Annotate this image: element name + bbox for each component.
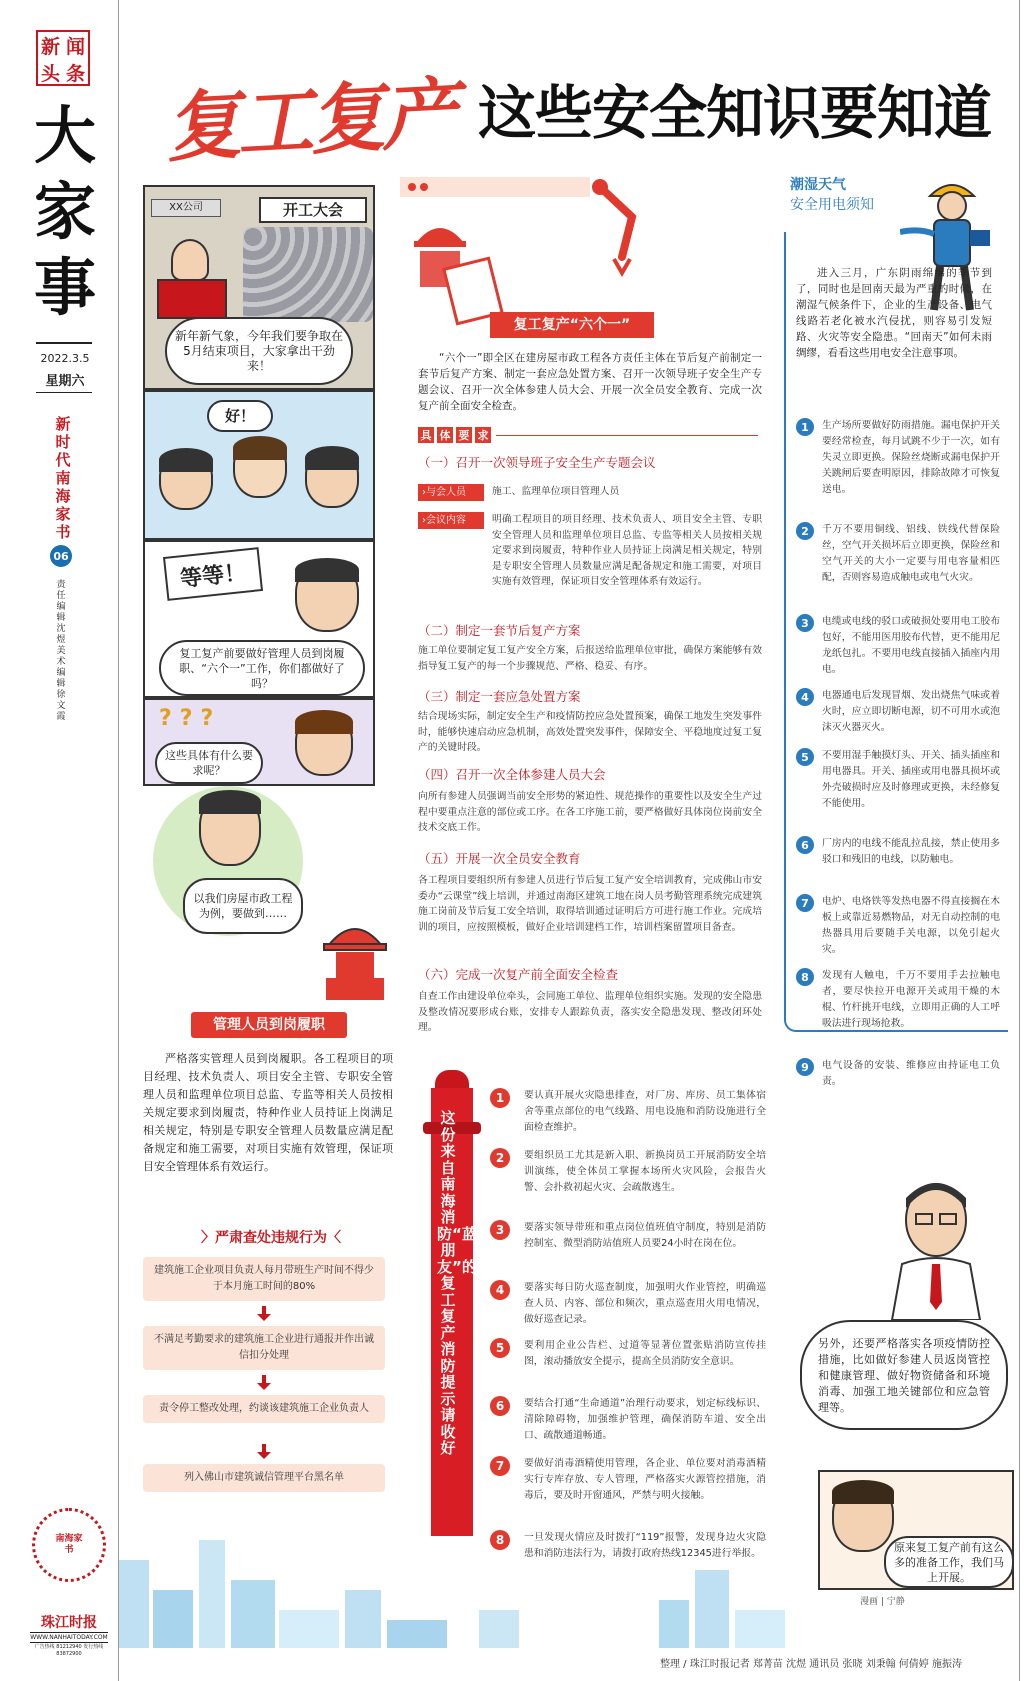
tag-label: ›与会人员 bbox=[418, 484, 484, 501]
tip-number: 1 bbox=[796, 418, 814, 436]
news-headline-badge: 新 闻 头 条 bbox=[36, 30, 90, 86]
electric-title: 潮湿天气 bbox=[790, 177, 846, 193]
tip-number: 2 bbox=[796, 522, 814, 540]
six-ones-title: 复工复产“六个一” bbox=[490, 312, 654, 338]
speech-bubble: 原来复工复产前有这么多的准备工作，我们马上开展。 bbox=[884, 1536, 1014, 1588]
requirement-title: （三）制定一套应急处置方案 bbox=[418, 689, 581, 704]
tip-text: 千万不要用铜线、铝线、铁线代替保险丝，空气开关损坏后立即更换，保险丝和空气开关的大小一定要与用电容量相匹配，否则容易造成触电或电气火灾。 bbox=[822, 524, 1000, 583]
worker-face-illustration bbox=[305, 448, 359, 508]
section-name: 新时代南海家书 bbox=[55, 415, 71, 541]
tip-text: 电炉、电烙铁等发热电器不得直接搁在木板上或靠近易燃物品，对无自动控制的电热器具用后要随手关电源，以免引起火灾。 bbox=[822, 896, 1000, 955]
requirement-text: 各工程项目要组织所有参建人员进行节后复工复产安全培训教育，完成佛山市安委办“云课堂”线上培训，并通过南海区建筑工地在岗人员考勤管理系统完成建筑施工岗前及节后复工安全培训，取得培训通过证明后方可进行施工作业。完成培训的项目，应按照模板，做好企业培训建档工作，培训档案留置项目备查。 bbox=[418, 875, 762, 933]
issue-weekday: 星期六 bbox=[45, 374, 85, 389]
tip-text: 要做好消毒酒精使用管理，各企业、单位要对消毒酒精实行专库存放、专人管理，严格落实火源管控措施，消毒后，要及时开窗通风，严禁与明火接触。 bbox=[524, 1458, 766, 1501]
requirement-text: 明确工程项目的项目经理、技术负责人、项目安全主管、专职安全管理人员和监理单位项目总监、专监等相关人员按相关规定要求到岗履责，特种作业人员持证上岗满足相关规定，特别是专职安全管理人员数量应满足配备规定和施工需要，对项目实施有效管理，保证项目安全管理体系有效运行。 bbox=[492, 514, 762, 587]
tip-text: 一旦发现火情应及时拨打“119”报警，发现身边火灾隐患和消防违法行为，请拨打政府热线12345进行举报。 bbox=[524, 1532, 766, 1559]
artist-credit: 漫画 | 宁静 bbox=[860, 1597, 905, 1607]
tip-text: 厂房内的电线不能乱拉乱接，禁止使用多驳口和残旧的电线，以防触电。 bbox=[822, 838, 1000, 865]
arrow-down-icon bbox=[257, 1375, 271, 1389]
city-skyline-illustration bbox=[119, 1520, 1019, 1648]
divider bbox=[36, 392, 92, 393]
tip-text: 发现有人触电，千万不要用手去拉触电者，要尽快拉开电源开关或用干燥的木棍、竹杆挑开电线，立即用正确的人工呼吸法进行现场抢救。 bbox=[822, 970, 1000, 1029]
tip-text: 电器通电后发现冒烟、发出烧焦气味或着火时，应立即切断电源，切不可用水或泡沫灭火器灭火。 bbox=[822, 690, 1000, 733]
tip-number: 6 bbox=[796, 836, 814, 854]
tip-number: 5 bbox=[490, 1338, 510, 1358]
podium-illustration bbox=[157, 279, 227, 319]
requirement-title: （二）制定一套节后复产方案 bbox=[418, 623, 581, 638]
tip-number: 5 bbox=[796, 748, 814, 766]
speaker-illustration bbox=[171, 239, 209, 281]
tip-number: 8 bbox=[490, 1530, 510, 1550]
speech-bubble: 这些具体有什么要求呢？ bbox=[155, 742, 263, 784]
requirement-text: 向所有参建人员强调当前安全形势的紧迫性、规范操作的重要性以及安全生产过程中要重点注意的部位或工序。在各工序施工前，要严格做好具体岗位岗前安全技术交底工作。 bbox=[418, 791, 762, 833]
divider bbox=[496, 435, 758, 436]
tip-text: 要落实领导带班和重点岗位值班值守制度，特别是消防控制室、微型消防站值班人员要24小时在岗在位。 bbox=[524, 1222, 766, 1249]
flow-step: 建筑施工企业项目负责人每月带班生产时间不得少于本月施工时间的80% bbox=[143, 1257, 385, 1301]
page-number: 06 bbox=[50, 545, 72, 567]
violation-title: 〉严肃查处违规行为〈 bbox=[201, 1230, 341, 1246]
speech-bubble: 复工复产前要做好管理人员到岗履职、“六个一”工作，你们都做好了吗？ bbox=[159, 640, 365, 696]
crowd-illustration bbox=[243, 227, 373, 322]
comic-panel-question bbox=[143, 698, 375, 786]
worker-face-illustration bbox=[233, 438, 287, 498]
tip-text: 电气设备的安装、维修应由持证电工负责。 bbox=[822, 1060, 1000, 1087]
paper-url[interactable]: WWW.NANHAITODAY.COM bbox=[30, 1634, 108, 1641]
headline-highlight: 复工复产 bbox=[163, 68, 456, 173]
credits: 整理 / 珠江时报记者 郑菁苗 沈煜 通讯员 张晓 刘秉翰 何倩婷 施振涛 bbox=[660, 1659, 962, 1670]
tip-number: 3 bbox=[490, 1220, 510, 1240]
worker-helmet-illustration bbox=[318, 908, 392, 1000]
speech-bubble: 以我们房屋市政工程为例，要做到…… bbox=[183, 878, 303, 934]
requirement-title: （五）开展一次全员安全教育 bbox=[418, 851, 581, 866]
chevron-left-icon: 〈 bbox=[327, 1230, 341, 1246]
office-sign: XX公司 bbox=[151, 199, 221, 217]
speech-bubble: 另外，还要严格落实各项疫情防控措施，比如做好参建人员返岗管控和健康管理、做好物资储备和环境消毒、加强工地关键部位和应急管理等。 bbox=[800, 1320, 1008, 1430]
tip-number: 2 bbox=[490, 1148, 510, 1168]
editor-credits: 责任编辑 沈煜 美术编辑 徐文霞 bbox=[56, 580, 66, 722]
fire-tips-title: 这份来自南海消防“蓝朋友”的复工复产消防提示请收好 bbox=[437, 1109, 477, 1457]
comic-strip bbox=[143, 185, 375, 945]
divider bbox=[36, 342, 92, 344]
requirement-text: 施工、监理单位项目管理人员 bbox=[492, 486, 620, 497]
tip-text: 要结合打通“生命通道”治理行动要求，划定标线标识、清除障碍物，加强维护管理，确保消防车道、安全出口、疏散通道畅通。 bbox=[524, 1398, 766, 1441]
speech-bubble: 好！ bbox=[207, 400, 273, 432]
comic-panel-manager bbox=[143, 540, 375, 698]
masthead-title: 大 家 事 bbox=[33, 99, 96, 324]
tip-text: 要认真开展火灾隐患排查，对厂房、库房、员工集体宿舍等重点部位的电气线路、用电设施和消防设施进行全面检查维护。 bbox=[524, 1090, 766, 1133]
paper-logo: 珠江时报 bbox=[41, 1615, 97, 1631]
requirements-heading: 具 体 要 求 bbox=[418, 427, 494, 443]
speech-bubble: 新年新气象，今年我们要争取在5月结束项目，大家拿出干劲来！ bbox=[165, 317, 353, 385]
manager-face-illustration bbox=[295, 560, 359, 632]
worker-face-illustration bbox=[159, 450, 213, 510]
requirement-text: 自查工作由建设单位牵头，会同施工单位、监理单位组织实施。发现的安全隐患及整改情况要形成台账，安排专人跟踪负责，落实安全隐患发现、整改闭环处理。 bbox=[418, 991, 762, 1033]
meeting-sign: 开工大会 bbox=[259, 197, 367, 223]
tip-number: 6 bbox=[490, 1396, 510, 1416]
tip-number: 7 bbox=[490, 1456, 510, 1476]
issue-date: 2022.3.5 bbox=[40, 352, 90, 365]
requirement-title: （六）完成一次复产前全面安全检查 bbox=[418, 967, 619, 982]
comic-panel-meeting bbox=[143, 185, 375, 390]
requirement-title: （一）召开一次领导班子安全生产专题会议 bbox=[418, 455, 656, 470]
comic-panel-workers bbox=[143, 390, 375, 540]
qr-label: 南海家书 bbox=[52, 1534, 86, 1556]
six-ones-intro: “六个一”即全区在建房屋市政工程各方责任主体在节后复产前制定一套节后复产方案、制定一套应急处置方案、召开一次领导班子安全生产专题会议、召开一次全体参建人员大会、开展一次全员安全教育、完成一次复产前全面安全检查。 bbox=[418, 352, 762, 412]
question-marks-icon: ??? bbox=[159, 706, 222, 731]
tip-number: 4 bbox=[490, 1280, 510, 1300]
requirement-text: 结合现场实际，制定安全生产和疫情防控应急处置预案，确保工地发生突发事件时，能够快速启动应急机制，高效处置突发事件，保障安全、平稳地度过复工复产的关键时段。 bbox=[418, 711, 762, 753]
tip-number: 3 bbox=[796, 614, 814, 632]
tip-number: 9 bbox=[796, 1058, 814, 1076]
manager-face-illustration bbox=[199, 792, 261, 866]
arrow-down-icon bbox=[257, 1306, 271, 1320]
flow-step: 责令停工整改处理，约谈该建筑施工企业负责人 bbox=[143, 1395, 385, 1423]
tip-text: 要组织员工尤其是新入职、新换岗员工开展消防安全培训演练，使全体员工掌握本场所火灾风险，会报告火警、会扑救初起火灾、会疏散逃生。 bbox=[524, 1150, 766, 1193]
qr-code[interactable] bbox=[32, 1508, 106, 1582]
section-body: 严格落实管理人员到岗履职。各工程项目的项目经理、技术负责人、项目安全主管、专职安全管理人员和监理单位项目总监、专监等相关人员按相关规定要求到岗履责，特种作业人员持证上岗满足相关规定，特别是专职安全管理人员数量应满足配备规定和施工需要，对项目实施有效管理，保证项目安全管理体系有效运行。 bbox=[143, 1052, 393, 1173]
requirement-text: 施工单位要制定复工复产安全方案，后报送给监理单位审批，确保方案能够有效指导复工复产的每一个步骤规范、严格、稳妥、有序。 bbox=[418, 645, 762, 672]
section-title: 管理人员到岗履职 bbox=[191, 1012, 347, 1038]
tip-text: 电缆或电线的驳口或破损处要用电工胶布包好，不能用医用胶布代替，更不能用尼龙纸包扎。不要用电线直接插入插座内用电。 bbox=[822, 616, 1000, 675]
arrow-down-icon bbox=[257, 1444, 271, 1458]
tip-text: 不要用湿手触摸灯头、开关、插头插座和用电器具。开关、插座或用电器具损坏或外壳破损时应及时修理或更换，未经修复不能使用。 bbox=[822, 750, 1000, 809]
tip-number: 7 bbox=[796, 894, 814, 912]
tip-text: 要落实每日防火巡查制度，加强明火作业管控，明确巡查人员、内容、部位和频次，重点巡查用火用电情况，做好巡查记录。 bbox=[524, 1282, 766, 1325]
masthead bbox=[28, 20, 108, 1670]
electric-intro: 进入三月，广东阴雨绵绵的季节到了，同时也是回南天最为严重的时候，在潮湿气候条件下，企业的生产设备、电气线路若老化被水汽侵扰，则容易引发短路、火灾等安全隐患。“回南天”如何未雨绸缪，看看这些用电安全注意事项。 bbox=[796, 267, 992, 359]
tip-number: 4 bbox=[796, 688, 814, 706]
chevron-right-icon: 〉 bbox=[201, 1230, 215, 1246]
manager-illustration bbox=[878, 1172, 994, 1320]
flow-step: 列入佛山市建筑诚信管理平台黑名单 bbox=[143, 1464, 385, 1492]
tip-number: 8 bbox=[796, 968, 814, 986]
headline-title: 这些安全知识要知道 bbox=[478, 79, 992, 147]
requirement-title: （四）召开一次全体参建人员大会 bbox=[418, 767, 606, 782]
tag-label: ›会议内容 bbox=[418, 512, 484, 529]
worker-face-illustration bbox=[295, 712, 353, 776]
tip-text: 生产场所要做好防雨措施。漏电保护开关要经常检查，每月试跳不少于一次，如有失灵立即更换。保险丝烧断或漏电保护开关跳闸后要查明原因，排除故障才可恢复送电。 bbox=[822, 420, 1000, 495]
shout-bubble: 等等！ bbox=[163, 547, 263, 601]
tip-text: 要利用企业公告栏、过道等显著位置张贴消防宣传挂图，滚动播放安全提示，提高全员消防安全意识。 bbox=[524, 1340, 766, 1367]
tip-number: 1 bbox=[490, 1088, 510, 1108]
flow-step: 不满足考勤要求的建筑施工企业进行通报并作出诚信扣分处理 bbox=[143, 1326, 385, 1370]
paper-hotline: 广告热线 81212940 发行热线 83872900 bbox=[34, 1644, 104, 1657]
electric-subtitle: 安全用电须知 bbox=[790, 197, 874, 213]
